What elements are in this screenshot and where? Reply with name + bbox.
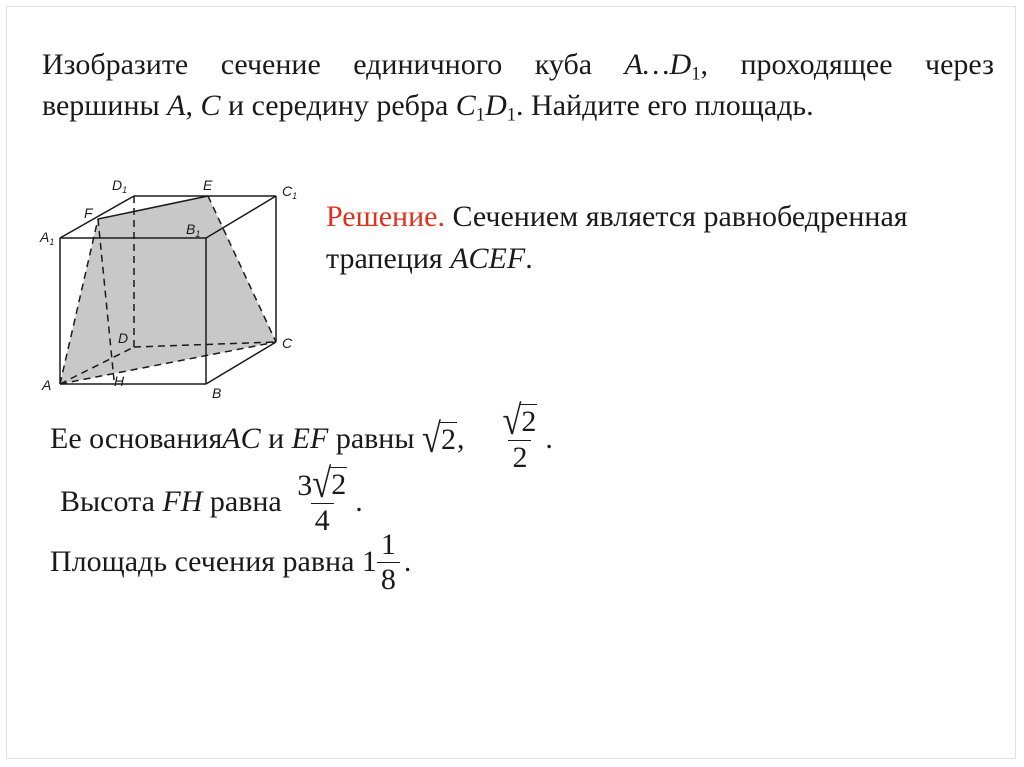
label-b1: $B_1$ bbox=[186, 221, 201, 239]
radicand: 2 bbox=[521, 404, 537, 438]
label-d: D bbox=[118, 330, 129, 346]
text: . Найдите его площадь. bbox=[516, 89, 814, 122]
sqrt-expression bbox=[422, 415, 457, 462]
vertex-c: C bbox=[200, 89, 221, 122]
radicand: 2 bbox=[331, 467, 347, 501]
text: равны bbox=[328, 422, 423, 455]
word: проходящее bbox=[740, 48, 893, 81]
solution-heading: Решение. bbox=[326, 200, 445, 233]
text: равна bbox=[202, 485, 290, 518]
problem-statement bbox=[42, 44, 994, 126]
vertex-d1: D bbox=[485, 89, 507, 122]
denominator: 8 bbox=[377, 562, 400, 597]
label-c: C bbox=[282, 335, 293, 351]
sqrt-expression bbox=[312, 460, 347, 507]
radical-sign: √ bbox=[502, 397, 522, 444]
period: . bbox=[545, 422, 553, 455]
problem-line-2 bbox=[42, 85, 994, 126]
label-d1: $D_1$ bbox=[112, 177, 128, 195]
text: и середину ребра bbox=[220, 89, 456, 122]
word: куба bbox=[534, 48, 593, 81]
numerator bbox=[293, 460, 351, 507]
trapezoid-name: ACEF bbox=[450, 242, 526, 275]
period: . bbox=[403, 545, 412, 578]
segment-ef: EF bbox=[291, 422, 329, 455]
comma: , bbox=[700, 48, 709, 81]
label-h: H bbox=[114, 373, 125, 389]
label-f: F bbox=[84, 205, 93, 221]
numerator bbox=[498, 397, 541, 444]
vertex-c1: C bbox=[455, 89, 476, 122]
denominator: 4 bbox=[311, 503, 334, 538]
period: . bbox=[355, 485, 363, 518]
cube-diagram bbox=[36, 176, 304, 406]
text: Ее основания bbox=[50, 422, 223, 455]
word: Изобразите bbox=[42, 48, 189, 81]
subscript: 1 bbox=[691, 63, 701, 85]
radicand: 2 bbox=[440, 422, 456, 456]
subscript: 1 bbox=[475, 104, 486, 126]
word: сечение bbox=[220, 48, 321, 81]
solution-text bbox=[326, 196, 1006, 280]
text: и bbox=[260, 422, 292, 455]
text: Площадь сечения равна bbox=[50, 545, 362, 578]
comma: , bbox=[456, 422, 465, 455]
radical-sign: √ bbox=[422, 415, 441, 462]
word: через bbox=[925, 48, 994, 81]
text: Сечением является равнобедренная bbox=[444, 200, 908, 233]
area-line bbox=[50, 524, 411, 600]
segment-fh: FH bbox=[162, 485, 203, 518]
sqrt-expression bbox=[502, 397, 537, 444]
radical-sign: √ bbox=[312, 460, 332, 507]
vertex-a: A bbox=[167, 89, 186, 122]
solution-line-2 bbox=[326, 238, 1006, 280]
section-trapezoid bbox=[60, 196, 276, 384]
label-a: A bbox=[42, 377, 52, 393]
segment-ac: AC bbox=[222, 422, 261, 455]
fraction bbox=[377, 528, 400, 597]
cube-name-text: A…D bbox=[624, 48, 692, 81]
label-c1: $C_1$ bbox=[282, 183, 298, 201]
label-a1: $A_1$ bbox=[40, 229, 55, 247]
text: трапеция bbox=[326, 242, 451, 275]
solution-line-1 bbox=[326, 196, 1006, 238]
cube-name bbox=[625, 44, 708, 85]
coefficient: 3 bbox=[297, 468, 313, 502]
whole-part: 1 bbox=[361, 545, 377, 578]
text: , bbox=[185, 89, 201, 122]
text: вершины bbox=[42, 89, 168, 122]
text: . bbox=[525, 242, 533, 275]
subscript: 1 bbox=[506, 104, 517, 126]
problem-line-1 bbox=[42, 44, 994, 85]
word: единичного bbox=[353, 48, 503, 81]
fraction bbox=[498, 397, 541, 475]
denominator: 2 bbox=[508, 440, 531, 475]
numerator: 1 bbox=[380, 527, 396, 561]
label-e: E bbox=[203, 177, 213, 193]
text: Высота bbox=[60, 485, 163, 518]
label-b: B bbox=[212, 385, 222, 401]
